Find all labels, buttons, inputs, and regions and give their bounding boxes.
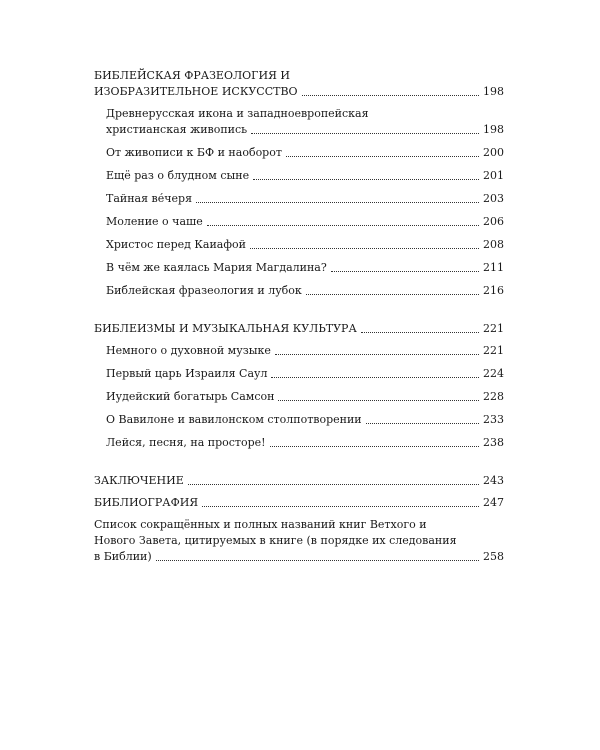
entry-line3: в Библии)	[94, 550, 152, 563]
entry-line2: христианская живопись	[106, 123, 248, 136]
page-number: 208	[483, 238, 504, 251]
toc-entry[interactable]	[106, 106, 504, 138]
toc-entry[interactable]	[106, 214, 504, 230]
leader-dots	[366, 423, 479, 424]
page-number: 247	[483, 496, 504, 509]
leader-dots	[250, 248, 479, 249]
entry-title: Ещё раз о блудном сыне	[106, 169, 250, 182]
toc-entry[interactable]	[106, 389, 504, 405]
page-number: 203	[483, 192, 504, 205]
toc-entry[interactable]	[106, 145, 504, 161]
toc-entry[interactable]	[106, 435, 504, 451]
page-number: 228	[483, 390, 504, 403]
page-number: 198	[483, 85, 504, 98]
leader-dots	[306, 294, 479, 295]
section-heading-text: БИБЛЕИЗМЫ И МУЗЫКАЛЬНАЯ КУЛЬТУРА	[94, 322, 357, 335]
page-number: 211	[483, 261, 504, 274]
section-heading-line2: ИЗОБРАЗИТЕЛЬНОЕ ИСКУССТВО	[94, 85, 298, 98]
page-number: 243	[483, 474, 504, 487]
leader-dots	[196, 202, 479, 203]
toc-entry[interactable]	[106, 168, 504, 184]
toc-entry[interactable]	[106, 343, 504, 359]
page-number: 216	[483, 284, 504, 297]
leader-dots	[202, 506, 479, 507]
page-number: 221	[483, 344, 504, 357]
toc-entry-book-list[interactable]	[94, 517, 504, 565]
toc-entry-bibliography[interactable]	[94, 495, 504, 511]
entry-title: ЗАКЛЮЧЕНИЕ	[94, 474, 184, 487]
page-number: 200	[483, 146, 504, 159]
leader-dots	[278, 400, 479, 401]
entry-title: О Вавилоне и вавилонском столпотворении	[106, 413, 362, 426]
toc-entry[interactable]	[106, 366, 504, 382]
entry-title: Иудейский богатырь Самсон	[106, 390, 275, 403]
page-number: 206	[483, 215, 504, 228]
toc-section-fine-arts	[94, 68, 504, 299]
entry-title: Христос перед Каиафой	[106, 238, 246, 251]
entry-line2: Нового Завета, цитируемых в книге (в порядке их следования	[94, 534, 457, 547]
leader-dots	[286, 156, 479, 157]
page-number: 258	[483, 550, 504, 563]
section-heading[interactable]	[94, 68, 504, 100]
leader-dots	[188, 484, 479, 485]
leader-dots	[270, 446, 479, 447]
page-number: 201	[483, 169, 504, 182]
entry-title: В чём же каялась Мария Магдалина?	[106, 261, 327, 274]
entry-title: Лейся, песня, на просторе!	[106, 436, 266, 449]
toc-section-music	[94, 321, 504, 451]
leader-dots	[253, 179, 479, 180]
entry-title: БИБЛИОГРАФИЯ	[94, 496, 199, 509]
section-heading[interactable]	[94, 321, 504, 337]
leader-dots	[275, 354, 479, 355]
table-of-contents	[94, 68, 504, 565]
section-heading-line1: БИБЛЕЙСКАЯ ФРАЗЕОЛОГИЯ И	[94, 69, 291, 82]
page-number: 233	[483, 413, 504, 426]
leader-dots	[207, 225, 479, 226]
toc-closing	[94, 473, 504, 565]
page-number: 198	[483, 123, 504, 136]
leader-dots	[251, 133, 479, 134]
page-number: 221	[483, 322, 504, 335]
leader-dots	[331, 271, 479, 272]
page-number: 224	[483, 367, 504, 380]
entry-line1: Древнерусская икона и западноевропейская	[106, 107, 369, 120]
page-number: 238	[483, 436, 504, 449]
entry-title: Немного о духовной музыке	[106, 344, 271, 357]
toc-entry[interactable]	[106, 412, 504, 428]
toc-entry[interactable]	[106, 237, 504, 253]
entry-title: Моление о чаше	[106, 215, 203, 228]
entry-title: Библейская фразеология и лубок	[106, 284, 302, 297]
leader-dots	[271, 377, 479, 378]
entry-title: Тайная ве́черя	[106, 192, 193, 205]
leader-dots	[302, 95, 479, 96]
toc-entry[interactable]	[106, 191, 504, 207]
entry-title: От живописи к БФ и наоборот	[106, 146, 282, 159]
toc-entry[interactable]	[106, 260, 504, 276]
toc-entry[interactable]	[106, 283, 504, 299]
entry-line1: Список сокращённых и полных названий книг Ветхого и	[94, 518, 427, 531]
leader-dots	[361, 332, 479, 333]
toc-entry-conclusion[interactable]	[94, 473, 504, 489]
entry-title: Первый царь Израиля Саул	[106, 367, 268, 380]
leader-dots	[156, 560, 479, 561]
